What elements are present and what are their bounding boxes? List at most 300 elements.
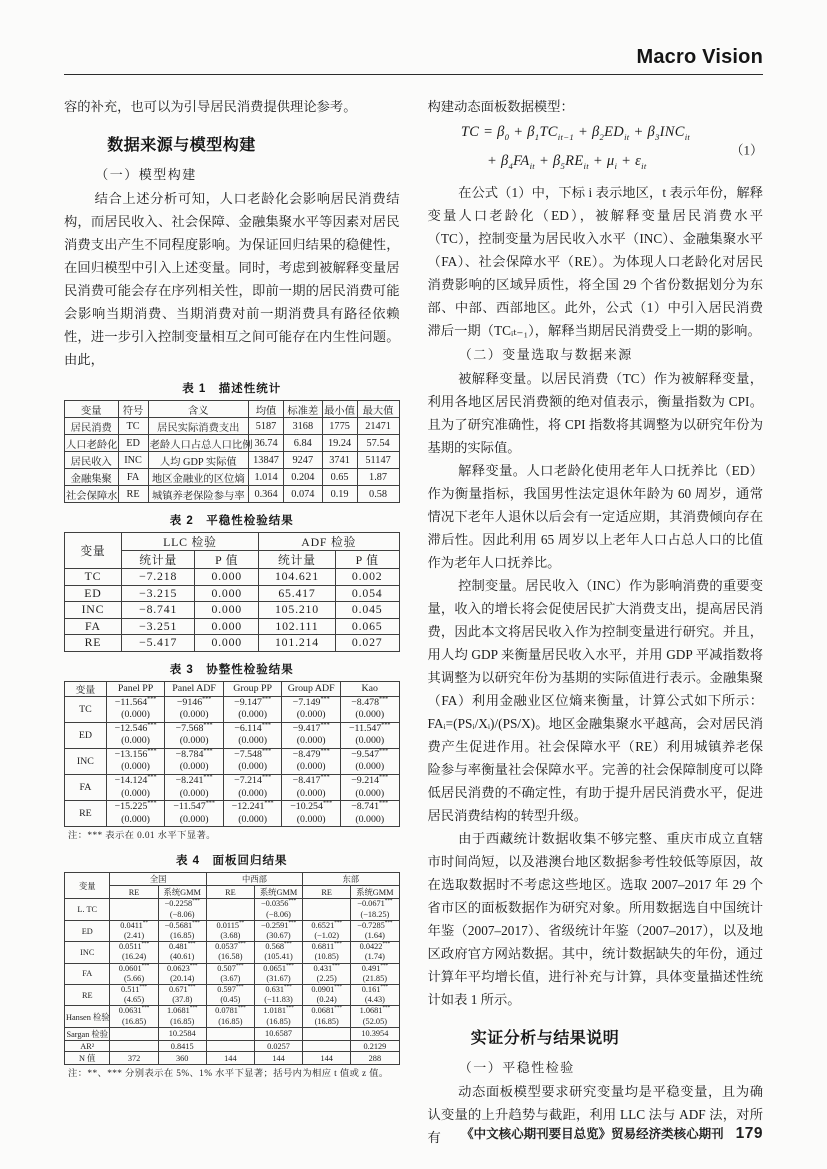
cell-value: −8.417*** [292,774,330,787]
cell-value: 0.0681*** [311,1005,342,1016]
table-row [65,696,400,722]
cell-value: 0.6521*** [311,920,342,930]
cell-stat: (0.000) [238,709,268,721]
cell-stat: (20.14) [170,973,195,983]
table-cell [340,696,399,722]
table-cell: 0.027 [335,635,399,652]
footer-journal-line: 《中文核心期刊要目总览》贸易经济类核心期刊 [461,1127,724,1141]
table-header-cell: 标准差 [284,401,322,418]
cell-stat: (0.000) [238,735,268,747]
table-header-cell: 变量 [65,533,122,569]
table-row-label: RE [65,801,107,827]
cell-value: 0.568*** [265,941,292,952]
table-cell [254,963,302,984]
cell-value: −0.0671*** [357,898,393,909]
table-cointegration-tests [64,681,400,828]
cell-value: −9.547*** [351,748,389,760]
table-cell: 0.000 [195,602,259,619]
table-cell [303,1006,351,1027]
table-cell: 0.045 [335,602,399,619]
table-cell: 102.111 [258,618,335,635]
table-cell [106,748,165,774]
table4-note: 注：**、*** 分别表示在 5%、1% 水平下显著；括号内为相应 t 值或 z 值。 [68,1069,389,1080]
table-header-cell: 最小值 [322,401,357,418]
table-header-cell: 符号 [118,401,148,418]
cell-value: −14.124*** [114,774,157,787]
table-cell [303,963,351,984]
cell-stat: (2.25) [316,973,337,983]
table-header-cell: Group ADF [282,681,341,696]
table-row [65,585,400,602]
table-row-label: INC [65,748,107,774]
table-cell: 0.074 [284,486,322,503]
table-cell: ED [65,585,122,602]
table-cell: INC [118,452,148,469]
cell-value: −7.548*** [234,748,272,760]
table-cell [303,985,351,1006]
table-cell: 360 [158,1052,206,1065]
table-cell [206,942,254,963]
table-head [65,401,400,418]
cell-stat: (16.85) [314,1016,339,1026]
table-header-cell: 变量 [65,873,110,899]
cell-stat: (0.000) [121,709,150,721]
table-cell: 0.204 [284,469,322,486]
table-cell [206,963,254,984]
table-cell [158,920,206,941]
table-header-cell: 变量 [65,681,107,696]
cell-stat: (52.05) [362,1016,387,1026]
table-cell [351,920,399,941]
section-title-data-model: 数据来源与模型构建 [107,137,256,154]
equation-number: （1） [730,142,763,158]
table-cell: 10.2584 [158,1027,206,1040]
cell-value: −0.5681*** [164,920,200,930]
paragraph-data-sources: 由于西藏统计数据收集不够完整、重庆市成立直辖市时间尚短，以及港澳台地区数据参考性较低等原因，故在选取数据时不考虑这些地区。选取 2007–2017 年 29 个省市区的面板数据作为研究对象。所用数据选自中国统计年鉴（2007–2017）、省级统计年鉴（2007–2017），以及地区政府官方网站数据。其中，统计数据缺失的年份，通过计算年平均增长值，进行补充与计算，具体变量描述性统计如表 1 所示。 [427,830,763,1007]
table-header-cell: 统计量 [258,551,335,569]
cell-value: 0.0537*** [215,941,246,952]
table-header-cell: RE [303,886,351,899]
table-cell: −3.251 [121,618,195,635]
table-header-cell: P 值 [335,551,399,569]
cell-value: 0.0631*** [118,1005,150,1016]
table-cell [158,899,206,920]
table-row-label: Hansen 检验 [65,1006,110,1027]
table-cell [110,1027,158,1040]
cell-value: 1.0181*** [263,1005,294,1016]
table-cell: 3741 [322,452,357,469]
cell-stat: (10.85) [314,952,339,962]
table-row [65,963,400,984]
table-cell [206,1006,254,1027]
cell-stat: (30.67) [266,931,291,941]
cell-value: −11.564*** [114,696,157,708]
table-cell: 0.054 [335,585,399,602]
paragraph-model-intro: 构建动态面板数据模型： [427,99,574,114]
table-header-cell: ADF 检验 [258,533,399,551]
page-footer [461,1124,763,1143]
table-cell [351,963,399,984]
table-header-cell: Group PP [223,681,282,696]
table-cell: 57.54 [357,435,399,452]
table-cell [206,920,254,941]
cell-stat: (0.000) [296,787,326,799]
table-cell [340,722,399,748]
cell-value: 0.511*** [121,984,148,995]
page-header [0,0,827,75]
table-cell [158,1006,206,1027]
table-header-cell: 系统GMM [254,886,302,899]
cell-stat: (16.85) [170,931,195,941]
table-cell [223,775,282,801]
table-cell: 0.58 [357,486,399,503]
cell-value: −9.147*** [234,696,272,708]
table-row [65,801,400,827]
table-cell: 21471 [357,418,399,435]
table-row [65,942,400,963]
table-cell: −8.741 [121,602,195,619]
cell-value: −0.2258*** [164,898,200,909]
table-header-cell: 东部 [303,873,399,886]
table-cell: 36.74 [248,435,283,452]
cell-stat: (4.43) [364,995,385,1005]
cell-value: 0.671*** [169,984,196,995]
cell-stat: (16.85) [121,1016,147,1026]
table-cell: 地区金融业的区位熵 [148,469,248,486]
cell-stat: (2.41) [124,931,145,941]
table-row-label: L. TC [65,899,110,920]
table-header-cell: RE [110,886,158,899]
table3-note: 注：*** 表示在 0.01 水平下显著。 [68,831,216,842]
table-head [65,873,400,899]
table-cell: 居民消费 [65,418,119,435]
table-cell [165,775,224,801]
cell-value: 0.0411** [120,920,148,930]
table-row [65,920,400,941]
cell-stat: (−8.06) [169,909,195,919]
cell-value: −9.214*** [351,774,389,787]
table-header-cell: 最大值 [357,401,399,418]
cell-value: 0.0651*** [263,962,294,973]
table-row [65,775,400,801]
table-cell: 10.3954 [351,1027,399,1040]
cell-value: −7.149*** [292,696,330,708]
cell-stat: (−18.25) [360,909,390,919]
table-cell: 104.621 [258,569,335,586]
table-cell [206,1040,254,1052]
table-cell [303,1040,351,1052]
table-row-label: ED [65,920,110,941]
table-cell: 0.364 [248,486,283,503]
table-row [65,1027,400,1040]
table-header-cell: 系统GMM [351,886,399,899]
cell-stat: (0.000) [179,787,209,799]
cell-stat: (0.000) [296,735,326,747]
cell-stat: (5.66) [124,973,145,983]
table-body [65,418,400,503]
table-cell: 0.002 [335,569,399,586]
cell-value: −0.0356*** [260,898,297,909]
cell-value: 0.431*** [313,962,340,973]
table-cell [254,985,302,1006]
cell-stat: (0.000) [296,813,326,825]
cell-stat: (0.45) [220,995,241,1005]
table-cell: 144 [303,1052,351,1065]
cell-stat: (16.24) [121,952,147,962]
table-cell: 金融集聚 [65,469,119,486]
table-cell [165,748,224,774]
table-row-label: N 值 [65,1052,110,1065]
cell-value: 0.0115** [216,920,245,930]
table-row [65,569,400,586]
cell-value: 0.0901*** [311,984,342,995]
table-cell [351,899,399,920]
table-cell: 老龄人口占总人口比例 [148,435,248,452]
table-cell: 1.014 [248,469,283,486]
cell-value: 0.597*** [217,984,244,995]
cell-value: −13.156*** [114,748,157,760]
cell-value: −15.225*** [114,800,157,813]
table-cell: 居民实际消费支出 [148,418,248,435]
table-cell: 10.6587 [254,1027,302,1040]
table-row [65,618,400,635]
cell-value: −9146*** [176,696,212,708]
table-cell: 1775 [322,418,357,435]
table-cell: −5.417 [121,635,195,652]
table-cell [223,748,282,774]
table-row-label: FA [65,775,107,801]
table-cell: 0.0257 [254,1040,302,1052]
table-cell [254,942,302,963]
cell-value: −8.479*** [292,748,330,760]
table-cell: 人口老龄化 [65,435,119,452]
table-descriptive-statistics [64,400,400,503]
table-cell: FA [118,469,148,486]
table-cell: 0.000 [195,635,259,652]
cell-stat: (3.67) [220,973,241,983]
cell-value: −8.741*** [351,800,389,813]
cell-value: −11.547*** [348,722,391,734]
table-cell: 0.19 [322,486,357,503]
cell-value: 0.0781*** [215,1005,246,1016]
table-cell [110,920,158,941]
table-cell: 101.214 [258,635,335,652]
table-header-cell: 系统GMM [158,886,206,899]
cell-stat: (0.000) [238,761,268,773]
table1-title: 表 1 描述性统计 [182,383,282,395]
table-header-cell: RE [206,886,254,899]
table-cell [282,775,341,801]
table-cell: 城镇养老保险参与率 [148,486,248,503]
table-row-label: AR² [65,1040,110,1052]
cell-stat: (0.000) [179,761,209,773]
cell-stat: (0.000) [121,813,150,825]
page-number: 179 [735,1125,763,1142]
cell-stat: (16.58) [218,952,243,962]
table-cell: 1.87 [357,469,399,486]
equation-line: + $\beta_4FA_{it} + \beta_5RE_{it} + \mu_i + \varepsilon_{it}$ [486,152,647,171]
paragraph-stationarity: 动态面板模型要求研究变量均是平稳变量，且为确认变量的上升趋势与截距，利用 LLC 法与 ADF 法，对所有 [427,1083,763,1145]
paragraph-model-construction: 结合上述分析可知，人口老龄化会影响居民消费结构，而居民收入、社会保障、金融集聚水平等因素对居民消费支出产生不同程度影响。为保证回归结果的稳健性，在回归模型中引入上述变量。同时，考虑到被解释变量居民消费可能会存在序列相关性，即前一期的居民消费可能会影响当期消费、当期消费对前一期消费具有路径依赖性，进一步引入控制变量相互之间可能存在内生性问题。由此， [64,191,400,367]
cell-value: 0.0511*** [118,941,150,952]
table-row [65,435,400,452]
table-cell [351,1006,399,1027]
table-row-label: INC [65,942,110,963]
table-cell: 5187 [248,418,283,435]
cell-value: −10.254*** [290,800,333,813]
journal-section-label: Macro Vision [636,46,763,68]
table-cell [165,801,224,827]
table-cell [303,899,351,920]
cell-value: −11.547*** [173,800,215,813]
table-row [65,985,400,1006]
cell-stat: (0.000) [121,787,150,799]
cell-value: 0.0623*** [166,962,198,973]
table-cell [106,801,165,827]
left-column [64,95,400,1087]
cell-value: 0.491*** [361,962,389,973]
table3-title: 表 3 协整性检验结果 [169,663,294,676]
cell-value: −7.568*** [175,722,213,734]
cell-stat: (40.61) [170,952,195,962]
table-cell [254,1006,302,1027]
table-cell: 0.000 [195,585,259,602]
equation-line: TC = $\beta_0 + \beta_1TC_{it-1} + \beta_2ED_{it} + \beta_3INC_{it}$ [460,124,691,142]
table2-title: 表 2 平稳性检验结果 [169,515,294,527]
table-cell [303,920,351,941]
table-header-cell: 含义 [148,401,248,418]
cell-stat: (0.000) [238,813,268,825]
cell-value: 0.0601*** [118,962,150,973]
table-header-row [65,681,400,696]
table-cell [110,985,158,1006]
table-cell [303,942,351,963]
table-cell [110,963,158,984]
cell-stat: (0.000) [121,735,150,747]
table-cell [165,722,224,748]
table-cell [106,722,165,748]
table-cell [340,775,399,801]
table-cell: 6.84 [284,435,322,452]
table-cell [282,801,341,827]
cell-stat: (0.000) [179,813,209,825]
cell-value: 0.631*** [265,984,292,995]
table-header-row [65,401,400,418]
cell-value: 0.507*** [217,962,244,973]
table-row [65,469,400,486]
table-header-cell: 均值 [248,401,283,418]
cell-stat: (0.000) [238,787,268,799]
table-cell: 144 [206,1052,254,1065]
cell-value: −0.2591*** [260,920,297,930]
table-cell: 0.65 [322,469,357,486]
table-cell [351,942,399,963]
table-header-cell: 统计量 [121,551,195,569]
cell-stat: (0.000) [121,761,150,773]
cell-stat: (21.85) [362,973,387,983]
table-subheader-row [65,886,400,899]
cell-stat: (0.000) [296,761,326,773]
equation-body [428,120,728,178]
table-cell: 105.210 [258,602,335,619]
cell-stat: (0.000) [355,709,385,721]
table-cell [254,920,302,941]
table-cell [158,942,206,963]
table-cell: 65.417 [258,585,335,602]
table-cell: −3.215 [121,585,195,602]
table-cell [106,775,165,801]
cell-stat: (105.41) [264,952,293,962]
table-cell: ED [118,435,148,452]
table-body [65,899,400,1065]
table-panel-regression-results [64,872,400,1065]
paragraph-explanatory-variable: 解释变量。人口老龄化使用老年人口抚养比（ED）作为衡量指标，我国男性法定退休年龄为 60 周岁，通常情况下老年人退休以后会有一定适应期，其消费倾向存在滞后性。因此利用 65 周岁以上老年人口占总人口的比值作为老年人口抚养比。 [427,462,763,570]
table-cell [351,985,399,1006]
table-cell [303,1027,351,1040]
cell-stat: (0.000) [179,735,209,747]
table-row [65,418,400,435]
cell-stat: (−1.02) [314,931,340,941]
cell-value: 1.0681*** [359,1005,391,1016]
cell-value: −9.417*** [292,722,330,734]
subsection-stationarity-test: （一）平稳性检验 [458,1059,575,1075]
table-cell: INC [65,602,122,619]
cell-stat: (0.000) [179,709,209,721]
cell-stat: (16.85) [218,1016,243,1026]
table-head [65,533,400,569]
table-cell [110,1006,158,1027]
table-header-row [65,533,400,551]
table-row [65,748,400,774]
cell-value: −7.214*** [234,774,272,787]
table-header-cell: 中西部 [206,873,302,886]
table-body [65,569,400,652]
table-cell: 0.2129 [351,1040,399,1052]
cell-value: −12.546*** [114,722,157,734]
table-row-label: Sargan 检验 [65,1027,110,1040]
table-row [65,1052,400,1065]
table-header-cell: P 值 [195,551,259,569]
table-header-cell: 全国 [110,873,206,886]
cell-stat: (16.85) [170,1016,195,1026]
table-row-label: FA [65,963,110,984]
cell-stat: (0.000) [355,735,385,747]
table-cell: 372 [110,1052,158,1065]
cell-stat: (16.85) [266,1016,291,1026]
table-cell [206,1027,254,1040]
cell-value: 0.0422*** [359,941,391,952]
cell-value: 0.481*** [169,941,196,952]
table-cell: TC [65,569,122,586]
table-cell: 51147 [357,452,399,469]
table-cell [282,748,341,774]
cell-stat: (0.24) [316,995,337,1005]
table4-title: 表 4 面板回归结果 [175,855,288,868]
table-cell [282,722,341,748]
table-cell: −7.218 [121,569,195,586]
table-header-cell: Panel ADF [165,681,224,696]
cell-value: 0.6811*** [311,941,342,952]
paragraph-dependent-variable: 被解释变量。以居民消费（TC）作为被解释变量，利用各地区居民消费额的绝对值表示，衡量指数为 CPI。且为了研究准确性，将 CPI 指数将其调整为以研究年份为基期的实际值。 [427,370,763,455]
table-cell [165,696,224,722]
cell-stat: (0.000) [355,813,385,825]
paragraph-equation-explanation: 在公式（1）中，下标 i 表示地区，t 表示年份，解释变量人口老龄化（ED），被解释变量居民消费水平（TC），控制变量为居民收入水平（INC）、金融集聚水平（FA）、社会保障水平（RE）。为体现人口老龄化对居民消费影响的区域异质性，将全国 29 个省份数据划分为东部、中部、西部地区。此外，公式（1）中引入居民消费滞后一期（TCᵢₜ₋₁），解释当期居民消费受上一期的影响。 [427,184,763,338]
table-row [65,1040,400,1052]
table-header-cell: Panel PP [106,681,165,696]
table-body [65,696,400,827]
cell-stat: (37.8) [172,995,193,1005]
table-cell [223,722,282,748]
